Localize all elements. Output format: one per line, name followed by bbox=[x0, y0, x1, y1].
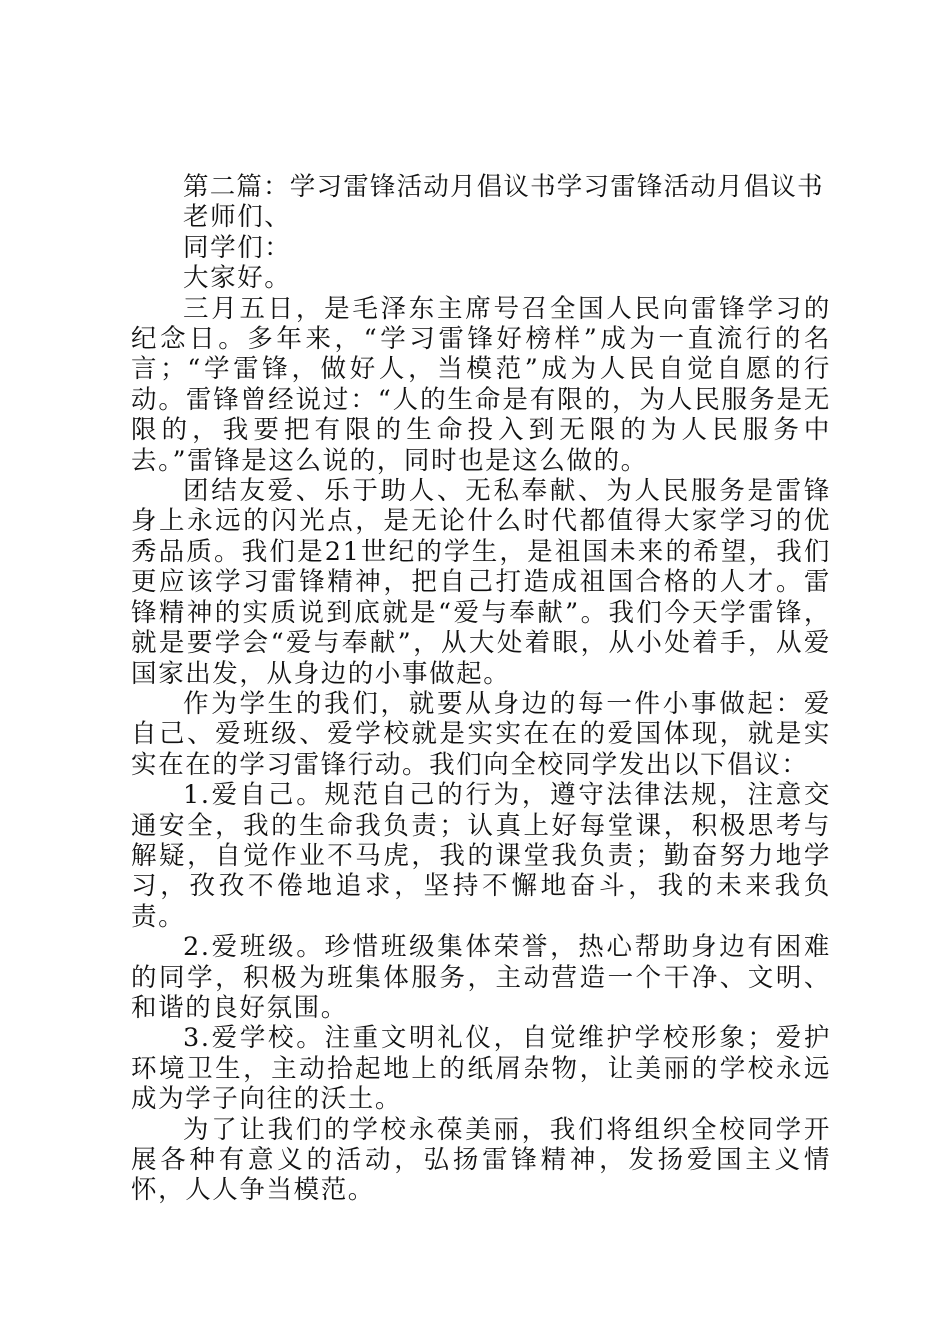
paragraph-spirit: 团结友爱、乐于助人、无私奉献、为人民服务是雷锋身上永远的闪光点，是无论什么时代都值得大家学习的优秀品质。我们是21世纪的学生，是祖国未来的希望，我们更应该学习雷锋精神，把自己打造成祖国合格的人才。雷锋精神的实质说到底就是“爱与奉献”。我们今天学雷锋，就是要学会“爱与奉献”，从大处着眼，从小处着手，从爱国家出发，从身边的小事做起。 bbox=[131, 476, 831, 689]
paragraph-closing: 为了让我们的学校永葆美丽，我们将组织全校同学开展各种有意义的活动，弘扬雷锋精神，发扬爱国主义情怀，人人争当模范。 bbox=[131, 1114, 831, 1206]
paragraph-proposal-lead: 作为学生的我们，就要从身边的每一件小事做起：爱自己、爱班级、爱学校就是实实在在的爱国体现，就是实实在在的学习雷锋行动。我们向全校同学发出以下倡议： bbox=[131, 688, 831, 780]
proposal-item-2: 2.爱班级。珍惜班级集体荣誉，热心帮助身边有困难的同学，积极为班集体服务，主动营造一个干净、文明、和谐的良好氛围。 bbox=[131, 932, 831, 1023]
document-title: 第二篇：学习雷锋活动月倡议书学习雷锋活动月倡议书 bbox=[183, 172, 824, 202]
proposal-item-3: 3.爱学校。注重文明礼仪，自觉维护学校形象；爱护环境卫生，主动拾起地上的纸屑杂物，让美丽的学校永远成为学子向往的沃土。 bbox=[131, 1023, 831, 1115]
document-body bbox=[131, 172, 831, 1206]
salutation-teachers: 老师们、 bbox=[183, 202, 292, 233]
paragraph-intro: 三月五日，是毛泽东主席号召全国人民向雷锋学习的纪念日。多年来，“学习雷锋好榜样”成为一直流行的名言；“学雷锋，做好人，当模范”成为人民自觉自愿的行动。雷锋曾经说过：“人的生命是有限的，为人民服务是无限的，我要把有限的生命投入到无限的为人民服务中去。”雷锋是这么说的，同时也是这么做的。 bbox=[131, 293, 831, 476]
greeting: 大家好。 bbox=[183, 263, 292, 294]
proposal-item-1: 1.爱自己。规范自己的行为，遵守法律法规，注意交通安全，我的生命我负责；认真上好每堂课，积极思考与解疑，自觉作业不马虎，我的课堂我负责；勤奋努力地学习，孜孜不倦地追求，坚持不懈地奋斗，我的未来我负责。 bbox=[131, 780, 831, 932]
salutation-students: 同学们： bbox=[183, 232, 292, 263]
